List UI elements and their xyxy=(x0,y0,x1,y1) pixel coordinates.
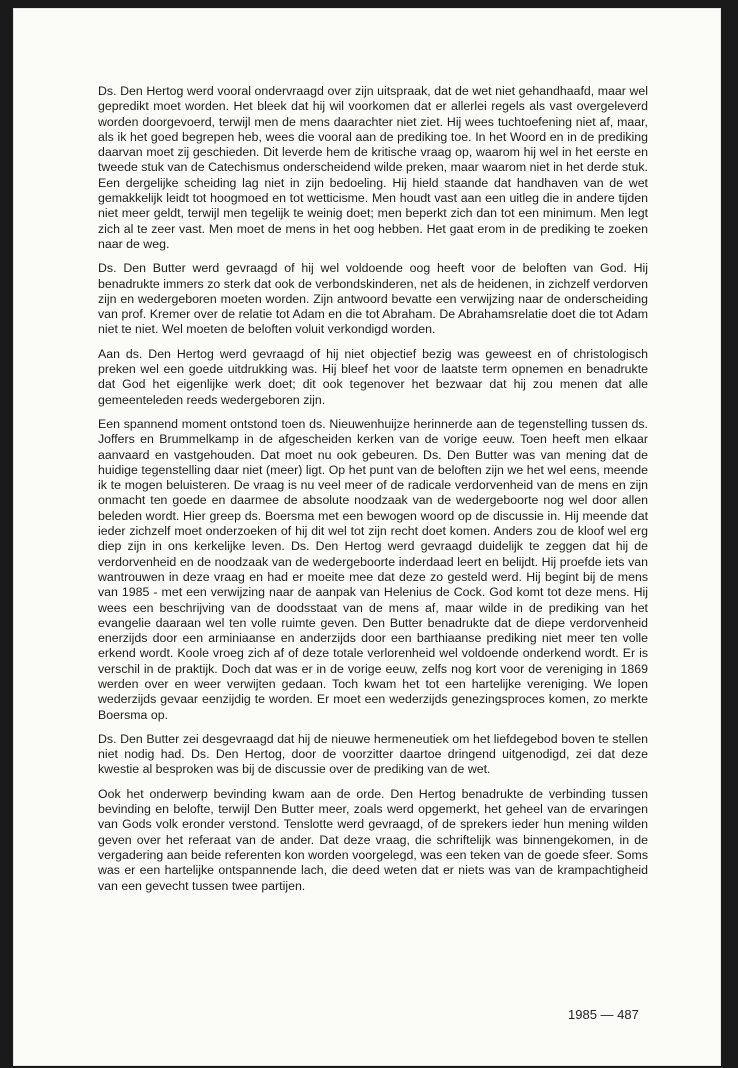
paragraph-6: Ook het onderwerp bevinding kwam aan de orde. Den Hertog benadrukte de verbinding tussen bevinding en belofte, terwijl Den Butter meer, zoals werd opgemerkt, het geheel van de ervaringen van Gods volk eronder verstond. Tenslotte werd gevraagd, of de sprekers ieder hun mening wilden geven over het referaat van de ander. Dat deze vraag, die schriftelijk was binnengekomen, in de vergadering aan beide referenten kon worden voorgelegd, was een teken van de goede sfeer. Soms was er een hartelijke ontspannende lach, die deed weten dat er niets was van de krampachtigheid van een gevecht tussen twee partijen. xyxy=(98,786,648,893)
paragraph-2: Ds. Den Butter werd gevraagd of hij wel voldoende oog heeft voor de beloften van God. Hij benadrukte immers zo sterk dat ook de verbondskinderen, net als de heidenen, in zichzelf verdorven zijn en wedergeboren moeten worden. Zijn antwoord bevatte een verwijzing naar de onderscheiding van prof. Kremer over de relatie tot Adam en die tot Abraham. De Abrahamsrelatie doet die tot Adam niet te niet. Wel moeten de beloften voluit verkondigd worden. xyxy=(98,261,648,337)
paragraph-3: Aan ds. Den Hertog werd gevraagd of hij niet objectief bezig was geweest en of christologisch preken wel een goede uitdrukking was. Hij bleef het voor de laatste term opnemen en benadrukte dat God het eigenlijke werk doet; dit ook tegenover het bezwaar dat hij zou menen dat alle gemeenteleden reeds wedergeboren zijn. xyxy=(98,346,648,407)
page-number: 1985 — 487 xyxy=(568,1007,639,1022)
article-body xyxy=(98,84,648,903)
paragraph-1: Ds. Den Hertog werd vooral ondervraagd over zijn uitspraak, dat de wet niet gehandhaafd, maar wel gepredikt moet worden. Het bleek dat hij wil voorkomen dat er allerlei regels als vast overgeleverd worden doorgevoerd, terwijl men de mens daarachter niet ziet. Hij wees tuchtoefening niet af, maar, als ik het goed begrepen heb, wees die vooral aan de prediking toe. In het Woord en in de prediking daarvan moet zij geschieden. Dit leverde hem de kritische vraag op, waarom hij wel in het eerste en tweede stuk van de Catechismus onderscheidend wilde preken, maar waarom niet in het derde stuk. Een dergelijke scheiding lag niet in zijn bedoeling. Hij hield staande dat handhaven van de wet gemakkelijk leidt tot hoogmoed en tot wetticisme. Men houdt vast aan een uitleg die in andere tijden niet meer geldt, terwijl men tegelijk te weinig doet; men beperkt zich dan tot een minimum. Men legt zich al te zeer vast. Men moet de mens in het oog hebben. Het gaat erom in de prediking te zoeken naar de weg. xyxy=(98,84,648,251)
paragraph-5: Ds. Den Butter zei desgevraagd dat hij de nieuwe hermeneutiek om het liefdegebod boven te stellen niet nodig had. Ds. Den Hertog, door de voorzitter daartoe dringend uitgenodigd, zei dat deze kwestie al besproken was bij de discussie over de prediking van de wet. xyxy=(98,731,648,777)
paragraph-4: Een spannend moment ontstond toen ds. Nieuwenhuijze herinnerde aan de tegenstelling tussen ds. Joffers en Brummelkamp in de afgescheiden kerken van de vorige eeuw. Toen heeft men elkaar aanvaard en vastgehouden. Dat moet nu ook gebeuren. Ds. Den Butter was van mening dat de huidige tegenstelling daar niet (meer) ligt. Op het punt van de beloften zijn we het wel eens, meende ik te mogen beluisteren. De vraag is nu veel meer of de radicale verdorvenheid van de mens en zijn onmacht ten goede en daarmee de absolute noodzaak van de wedergeboorte nog wel door allen beleden wordt. Hier greep ds. Boersma met een bewogen woord op de discussie in. Hij meende dat ieder zichzelf moet onderzoeken of hij dit wel tot zijn recht doet komen. Anders zou de kloof wel erg diep zijn in ons kerkelijke leven. Ds. Den Hertog werd gevraagd duidelijk te zeggen dat hij de verdorvenheid en de noodzaak van de wedergeboorte inderdaad leert en belijdt. Hij proefde iets van wantrouwen in deze vraag en had er moeite mee dat deze zo gesteld werd. Hij begint bij de mens van 1985 - met een verwijzing naar de aanpak van Helenius de Cock. God komt tot deze mens. Hij wees een beschrijving van de doodsstaat van de mens af, maar wilde in de prediking van het evangelie daaraan wel ten volle ruimte geven. Den Butter benadrukte dat de diepe verdorvenheid enerzijds door een arminiaanse en anderzijds door een barthiaanse prediking niet meer ten volle erkend wordt. Koole vroeg zich af of deze totale verlorenheid wel voldoende onderkend wordt. Er is verschil in de praktijk. Doch dat was er in de vorige eeuw, zelfs nog kort voor de vereniging in 1869 werden over en weer verwijten gedaan. Toch kwam het tot een hartelijke vereniging. We lopen wederzijds gevaar eenzijdig te worden. Er moet een wederzijds genezingsproces komen, zo merkte Boersma op. xyxy=(98,416,648,722)
document-page xyxy=(13,8,721,1066)
